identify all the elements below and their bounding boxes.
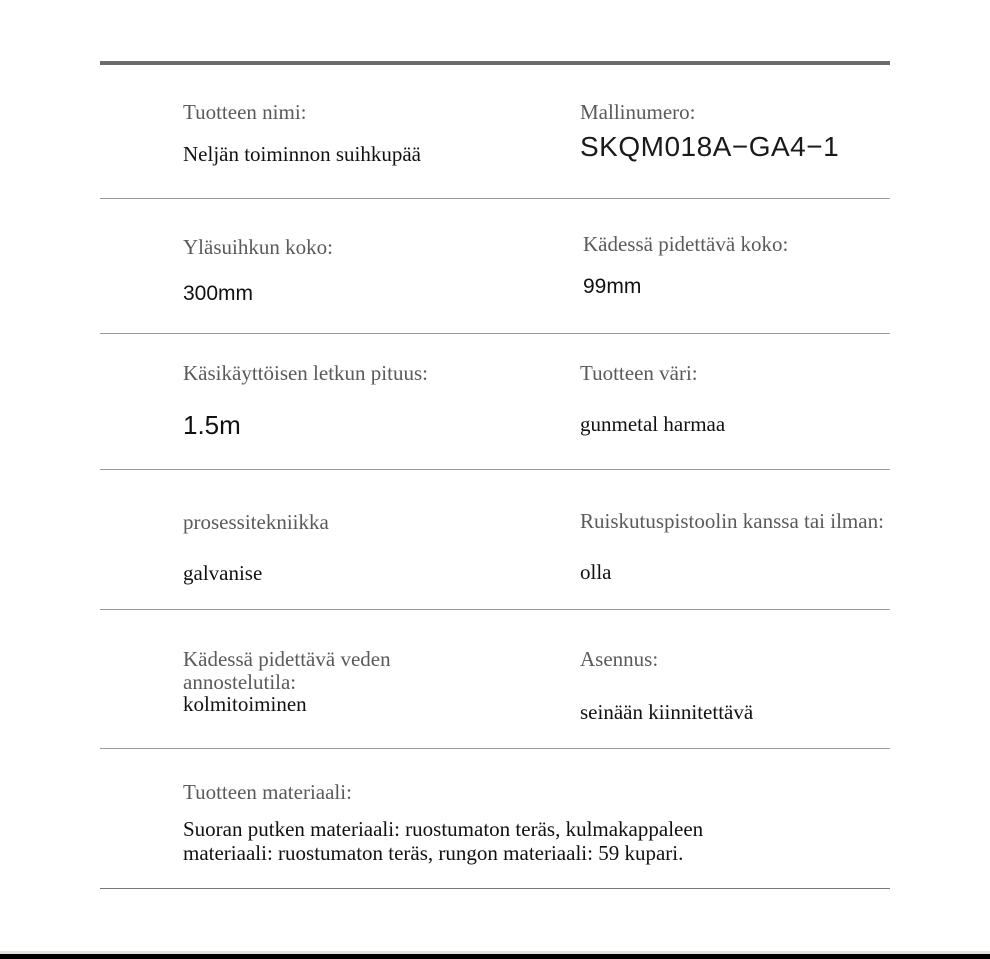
spec-value: olla [580,560,612,584]
spec-value: Neljän toiminnon suihkupää [183,142,421,166]
spec-material [183,781,703,865]
spec-top-shower-size [183,236,333,306]
spec-value: 99mm [583,275,642,298]
spec-label: Tuotteen nimi: [183,100,307,124]
spec-label: prosessitekniikka [183,510,329,534]
spec-value: seinään kiinnitettävä [580,700,754,724]
spec-product-name [183,101,421,166]
row-divider [100,198,890,199]
spec-hose-length [183,361,428,440]
spec-value-line: Suoran putken materiaali: ruostumaton teräs, kulmakappaleen [183,817,704,841]
spec-value: kolmitoiminen [183,692,307,716]
spec-value: 1.5m [183,410,241,440]
spec-installation [580,648,753,724]
spec-value: 300mm [183,282,254,305]
row-divider [100,469,890,470]
bottom-edge [0,954,990,959]
spec-label: Ruiskutuspistoolin kanssa tai ilman: [580,509,884,533]
spec-label: Tuotteen materiaali: [183,780,352,804]
row-divider [100,609,890,610]
spec-label: Käsikäyttöisen letkun pituus: [183,361,428,385]
spec-label: Yläsuihkun koko: [183,235,333,259]
spec-label: Kädessä pidettävä veden [183,647,391,671]
row-divider [100,888,890,889]
spec-value-line: materiaali: ruostumaton teräs, rungon materiaali: 59 kupari. [183,841,684,865]
spec-label: annostelutila: [183,670,297,694]
spec-value: gunmetal harmaa [580,412,726,436]
spec-label: Tuotteen väri: [580,361,698,385]
spec-model-number [580,100,840,162]
spec-spray-gun [580,510,884,584]
row-divider [100,333,890,334]
spec-water-mode [183,648,391,716]
spec-value: galvanise [183,561,263,585]
spec-value: SKQM018A−GA4−1 [580,131,840,162]
row-divider [100,748,890,749]
spec-label: Kädessä pidettävä koko: [583,232,789,256]
spec-label: Asennus: [580,647,659,671]
spec-handheld-size [583,233,788,299]
spec-product-color [580,362,725,436]
spec-process-technique [183,511,329,585]
top-divider [100,61,890,65]
spec-label: Mallinumero: [580,100,696,124]
